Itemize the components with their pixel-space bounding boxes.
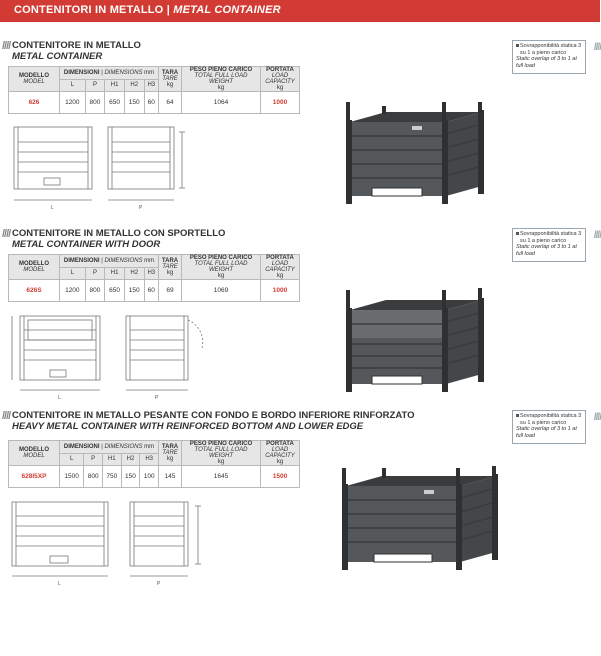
capacity-cell: 1000 xyxy=(261,92,300,114)
full-load-cell: 1064 xyxy=(182,92,261,114)
container-photo xyxy=(336,462,506,578)
technical-drawing xyxy=(6,308,216,400)
tare-cell: 145 xyxy=(159,466,182,488)
dim-label: H3 xyxy=(144,79,158,92)
dim-label: H1 xyxy=(105,267,125,280)
section-marker-icon: //// xyxy=(2,228,11,240)
full-load-header: PESO PIENO CARICO TOTAL FULL LOAD WEIGHT kg xyxy=(182,255,261,280)
section-title-en: HEAVY METAL CONTAINER WITH REINFORCED BOTTOM AND LOWER EDGE xyxy=(12,421,364,432)
header-title: CONTENITORI IN METALLO | METAL CONTAINER xyxy=(14,4,281,16)
dim-cell: 800 xyxy=(85,92,105,114)
model-header: MODELLO MODEL xyxy=(9,255,60,280)
container-photo xyxy=(336,100,496,212)
dim-cell: 150 xyxy=(124,280,144,302)
dim-cell: 800 xyxy=(85,280,105,302)
dim-cell: 60 xyxy=(144,280,158,302)
full-load-cell: 1645 xyxy=(182,466,261,488)
dim-cell: 650 xyxy=(105,92,125,114)
spec-table xyxy=(8,66,300,114)
length-label: L xyxy=(58,395,61,401)
model-cell: 626S xyxy=(9,280,60,302)
model-header: MODELLO MODEL xyxy=(9,67,60,92)
model-cell: 626 xyxy=(9,92,60,114)
model-header: MODELLO MODEL xyxy=(9,441,60,466)
tare-cell: 69 xyxy=(159,280,182,302)
depth-label: P xyxy=(155,395,159,401)
note-marker-icon: //// xyxy=(593,412,601,423)
dim-label: H2 xyxy=(124,79,144,92)
dimensions-header: DIMENSIONI | DIMENSIONS mm xyxy=(60,441,159,454)
dim-label: H3 xyxy=(140,453,159,466)
length-label: L xyxy=(58,581,61,587)
table-row xyxy=(9,92,300,114)
depth-label: P xyxy=(139,205,143,211)
table-row xyxy=(9,466,300,488)
dim-label: H2 xyxy=(124,267,144,280)
full-load-cell: 1069 xyxy=(182,280,261,302)
tare-header: TARA TARE kg xyxy=(159,67,182,92)
full-load-header: PESO PIENO CARICO TOTAL FULL LOAD WEIGHT kg xyxy=(182,441,261,466)
dim-cell: 100 xyxy=(140,466,159,488)
depth-label: P xyxy=(157,581,161,587)
technical-drawing xyxy=(6,122,216,212)
stacking-note: Sovrapponibilità statica 3 su 1 a pieno carico Static overlap of 3 to 1 at full load //// xyxy=(512,228,586,262)
capacity-cell: 1500 xyxy=(261,466,300,488)
tare-cell: 64 xyxy=(159,92,182,114)
capacity-header: PORTATA LOAD CAPACITY kg xyxy=(261,255,300,280)
section-title-it: CONTENITORE IN METALLO PESANTE CON FONDO E BORDO INFERIORE RINFORZATO xyxy=(12,410,415,421)
dimensions-header: DIMENSIONI | DIMENSIONS mm xyxy=(60,67,159,80)
section-heavy-metal-container xyxy=(0,410,600,650)
section-marker-icon: //// xyxy=(2,40,11,52)
bullet-icon xyxy=(516,414,519,417)
section-marker-icon: //// xyxy=(2,410,11,422)
dim-label: P xyxy=(85,267,105,280)
note-marker-icon: //// xyxy=(593,230,601,241)
dim-cell: 650 xyxy=(105,280,125,302)
table-row xyxy=(9,280,300,302)
dim-label: H1 xyxy=(102,453,121,466)
dim-label: P xyxy=(84,453,103,466)
note-marker-icon: //// xyxy=(593,42,601,53)
length-label: L xyxy=(51,205,54,211)
dim-cell: 60 xyxy=(144,92,158,114)
tare-header: TARA TARE kg xyxy=(159,441,182,466)
dim-label: H3 xyxy=(144,267,158,280)
dim-cell: 150 xyxy=(124,92,144,114)
technical-drawing xyxy=(6,496,216,588)
section-metal-container xyxy=(0,40,600,220)
dim-cell: 150 xyxy=(121,466,140,488)
dim-label: L xyxy=(60,267,86,280)
stacking-note: Sovrapponibilità statica 3 su 1 a pieno carico Static overlap of 3 to 1 at full load //// xyxy=(512,40,586,74)
stacking-note: Sovrapponibilità statica 3 su 1 a pieno carico Static overlap of 3 to 1 at full load //// xyxy=(512,410,586,444)
dim-cell: 1500 xyxy=(60,466,84,488)
capacity-header: PORTATA LOAD CAPACITY kg xyxy=(261,67,300,92)
dim-cell: 1200 xyxy=(60,280,86,302)
section-title-it: CONTENITORE IN METALLO CON SPORTELLO xyxy=(12,228,226,239)
section-title-en: METAL CONTAINER xyxy=(12,51,103,62)
spec-table xyxy=(8,254,300,302)
bullet-icon xyxy=(516,232,519,235)
dim-label: L xyxy=(60,79,86,92)
section-title-it: CONTENITORE IN METALLO xyxy=(12,40,141,51)
container-photo xyxy=(336,286,496,400)
spec-table xyxy=(8,440,300,488)
dim-label: P xyxy=(85,79,105,92)
dim-cell: 1200 xyxy=(60,92,86,114)
dimensions-header: DIMENSIONI | DIMENSIONS mm xyxy=(60,255,159,268)
full-load-header: PESO PIENO CARICO TOTAL FULL LOAD WEIGHT kg xyxy=(182,67,261,92)
model-cell: 628I5XP xyxy=(9,466,60,488)
section-metal-container-door xyxy=(0,228,600,408)
capacity-cell: 1000 xyxy=(261,280,300,302)
tare-header: TARA TARE kg xyxy=(159,255,182,280)
header-bar xyxy=(0,0,600,22)
bullet-icon xyxy=(516,44,519,47)
dim-cell: 750 xyxy=(102,466,121,488)
dim-label: L xyxy=(60,453,84,466)
dim-label: H1 xyxy=(105,79,125,92)
section-title-en: METAL CONTAINER WITH DOOR xyxy=(12,239,161,250)
dim-cell: 800 xyxy=(84,466,103,488)
capacity-header: PORTATA LOAD CAPACITY kg xyxy=(261,441,300,466)
dim-label: H2 xyxy=(121,453,140,466)
